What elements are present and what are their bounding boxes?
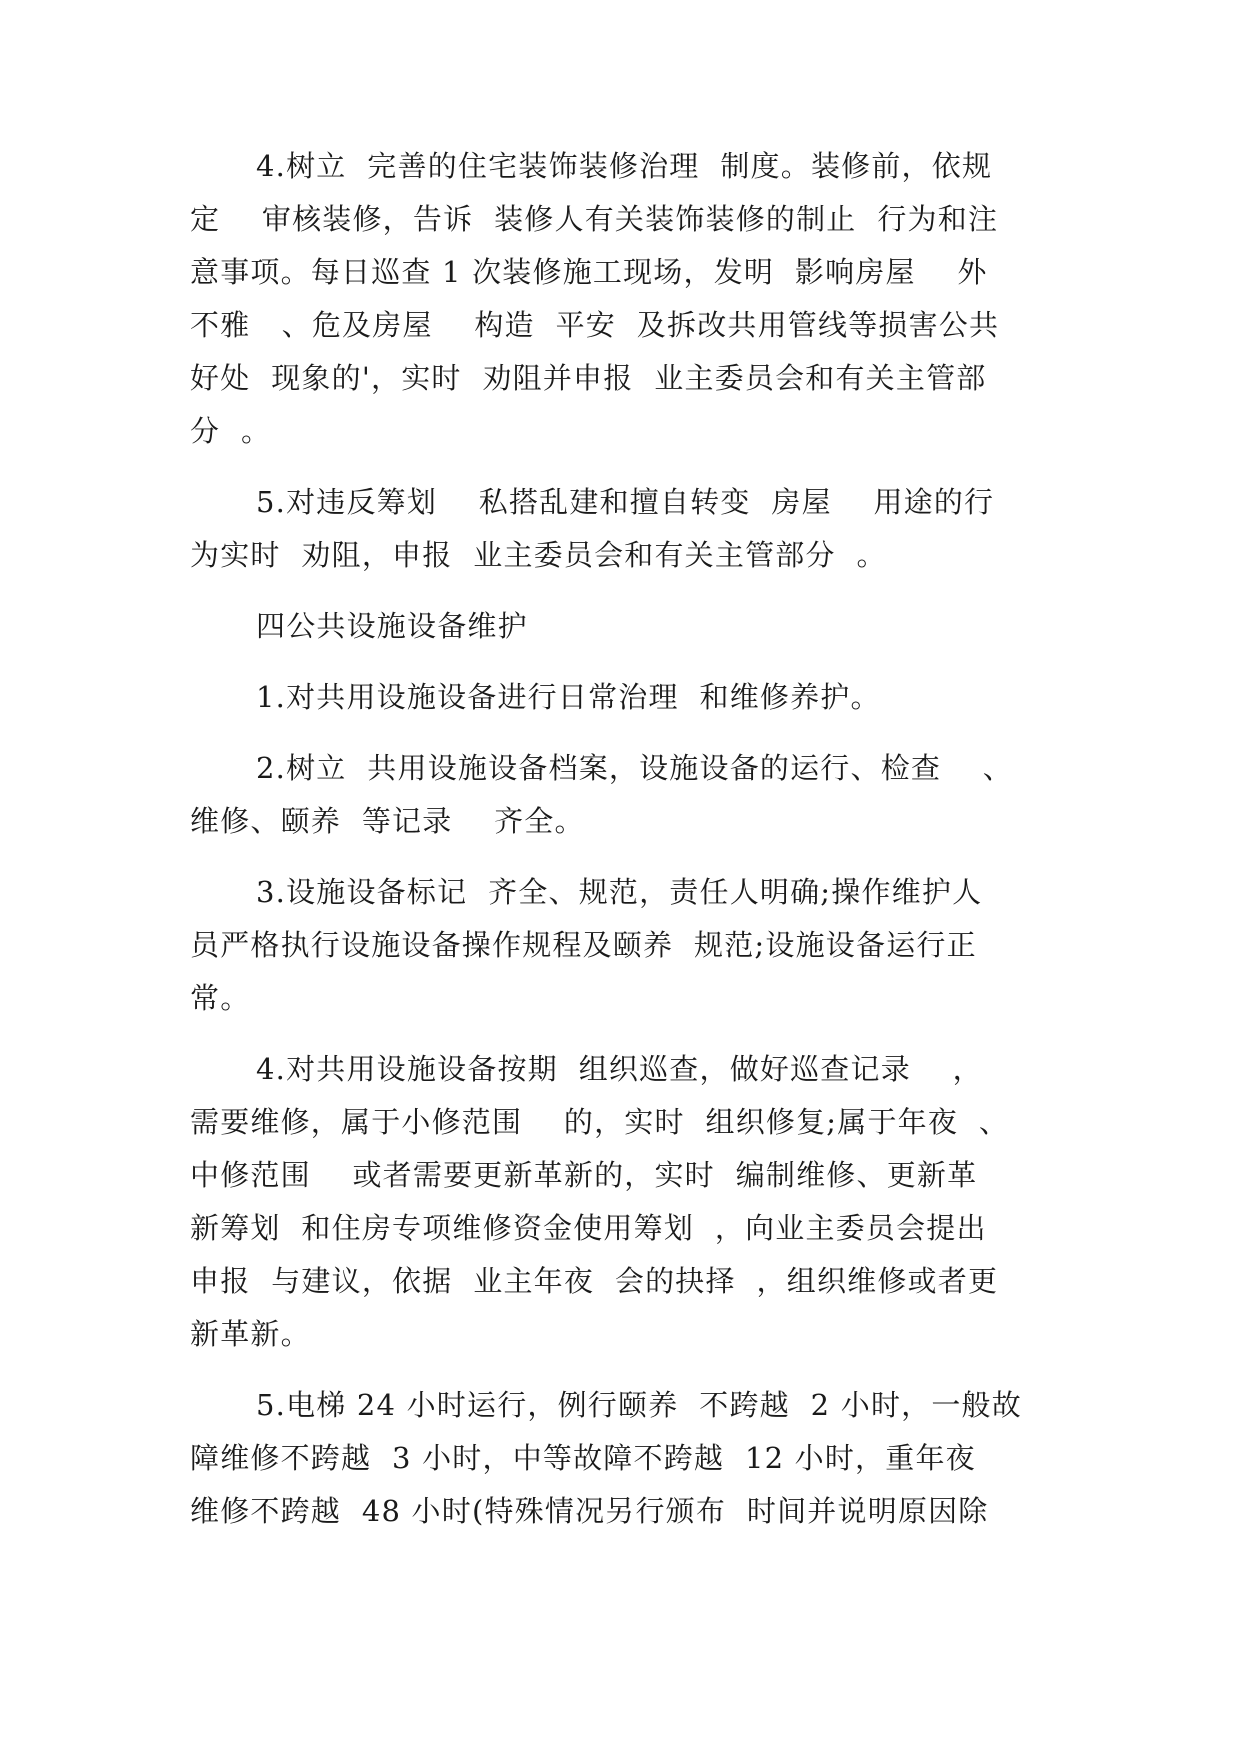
paragraph-line: 员严格执行设施设备操作规程及颐养 规范;设施设备运行正 — [190, 928, 977, 962]
paragraph-line: 3.设施设备标记 齐全、规范，责任人明确;操作维护人 — [256, 875, 983, 909]
paragraph-line: 为实时 劝阻，申报 业主委员会和有关主管部分 。 — [190, 538, 887, 572]
paragraph-line: 不雅 、危及房屋 构造 平安 及拆改共用管线等损害公共 — [190, 308, 1000, 342]
paragraph-line: 4.对共用设施设备按期 组织巡查，做好巡查记录 ， — [256, 1052, 983, 1086]
paragraph-line: 1.对共用设施设备进行日常治理 和维修养护。 — [256, 680, 881, 714]
paragraph-line: 5.对违反筹划 私搭乱建和擅自转变 房屋 用途的行 — [256, 485, 995, 519]
section-heading: 四公共设施设备维护 — [256, 609, 528, 643]
paragraph-line: 维修不跨越 48 小时(特殊情况另行颁布 时间并说明原因除 — [190, 1494, 989, 1528]
paragraph-line: 好处 现象的'，实时 劝阻并申报 业主委员会和有关主管部 — [190, 361, 987, 395]
paragraph-line: 分 。 — [190, 414, 272, 448]
paragraph-line: 中修范围 或者需要更新革新的，实时 编制维修、更新革 — [190, 1158, 978, 1192]
paragraph-line: 申报 与建议，依据 业主年夜 会的抉择 ，组织维修或者更 — [190, 1264, 999, 1298]
paragraph-line: 意事项。每日巡查 1 次装修施工现场，发明 影响房屋 外 — [190, 255, 988, 289]
paragraph-line: 障维修不跨越 3 小时，中等故障不跨越 12 小时，重年夜 — [190, 1441, 976, 1475]
paragraph-line: 新革新。 — [190, 1317, 311, 1351]
paragraph-line: 新筹划 和住房专项维修资金使用筹划 ，向业主委员会提出 — [190, 1211, 987, 1245]
paragraph-line: 5.电梯 24 小时运行，例行颐养 不跨越 2 小时，一般故 — [256, 1388, 1022, 1422]
paragraph-line: 常。 — [190, 981, 251, 1015]
paragraph-line: 4.树立 完善的住宅装饰装修治理 制度。装修前，依规 — [256, 149, 993, 183]
paragraph-line: 维修、颐养 等记录 齐全。 — [190, 804, 585, 838]
paragraph-line: 需要维修，属于小修范围 的，实时 组织修复;属于年夜 、 — [190, 1105, 1010, 1139]
paragraph-line: 定 审核装修，告诉 装修人有关装饰装修的制止 行为和注 — [190, 202, 999, 236]
paragraph-line: 2.树立 共用设施设备档案，设施设备的运行、检查 、 — [256, 751, 1013, 785]
